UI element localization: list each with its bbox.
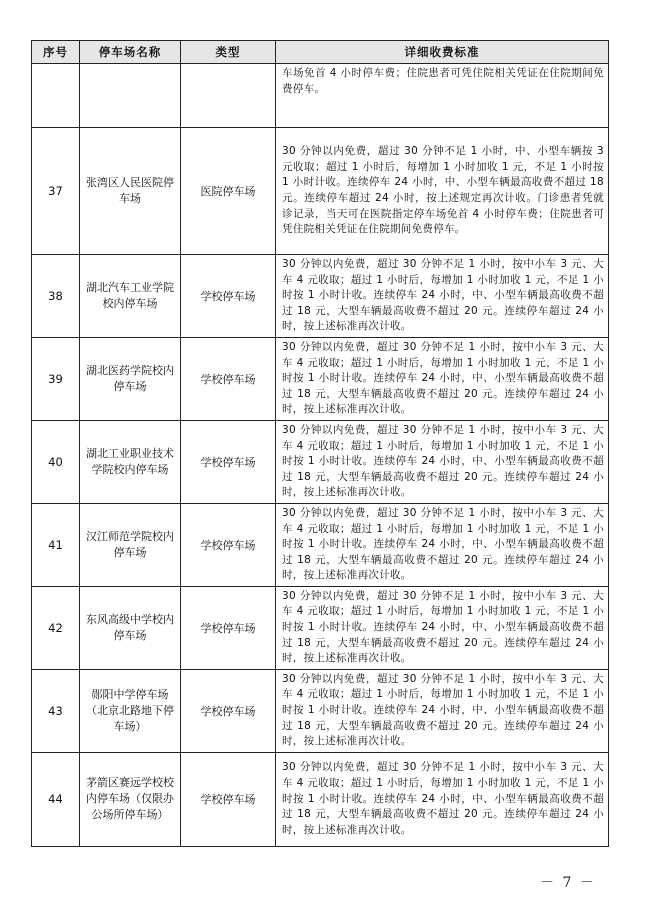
row-type: 学校停车场 — [181, 669, 276, 752]
row-name: 郧阳中学停车场（北京北路地下停车场） — [80, 669, 181, 752]
table-row — [32, 420, 609, 503]
table-row — [32, 255, 609, 338]
table-row — [32, 64, 609, 128]
row-no — [32, 64, 80, 128]
row-type: 学校停车场 — [181, 420, 276, 503]
row-type: 学校停车场 — [181, 503, 276, 586]
table-header-row — [32, 41, 609, 64]
row-name — [80, 64, 181, 128]
row-type: 学校停车场 — [181, 255, 276, 338]
table-row — [32, 503, 609, 586]
parking-fee-table — [31, 40, 609, 847]
header-type: 类型 — [181, 41, 276, 64]
row-type — [181, 64, 276, 128]
row-detail: 30 分钟以内免费，超过 30 分钟不足 1 小时，按中小车 3 元、大车 4 元收取；超过 1 小时后，每增加 1 小时加收 1 元，不足 1 小时按 1 小时计收。连续停车 24 小时，中、小型车辆最高收费不超过 18 元，大型车辆最高收费不超过 20 元。连续停车超过 24 小时，按上述标准再次计收。 — [276, 337, 609, 420]
row-no: 38 — [32, 255, 80, 338]
row-detail: 30 分钟以内免费，超过 30 分钟不足 1 小时，中、小型车辆按 3 元收取；超过 1 小时后，每增加 1 小时加收 1 元，不足 1 小时按 1 小时计收。连续停车 24 小时，中、小型车辆最高收费不超过 18 元。连续停车超过 24 小时，按上述规定再次计收。门诊患者凭就诊记录，当天可在医院指定停车场免首 4 小时停车费；住院患者可凭住院相关凭证在住院期间免费停车。 — [276, 128, 609, 255]
row-name: 汉江师范学院校内停车场 — [80, 503, 181, 586]
table-row — [32, 128, 609, 255]
header-detail: 详细收费标准 — [276, 41, 609, 64]
row-type: 学校停车场 — [181, 586, 276, 669]
row-name: 湖北工业职业技术学院校内停车场 — [80, 420, 181, 503]
header-no: 序号 — [32, 41, 80, 64]
row-name: 湖北医药学院校内停车场 — [80, 337, 181, 420]
table-row — [32, 586, 609, 669]
row-name: 湖北汽车工业学院校内停车场 — [80, 255, 181, 338]
row-name: 东风高级中学校内停车场 — [80, 586, 181, 669]
row-type: 医院停车场 — [181, 128, 276, 255]
page-number: － 7 － — [540, 875, 596, 891]
row-no: 41 — [32, 503, 80, 586]
row-no: 40 — [32, 420, 80, 503]
row-no: 44 — [32, 752, 80, 846]
row-no: 39 — [32, 337, 80, 420]
row-name: 茅箭区赛远学校校内停车场（仅限办公场所停车场） — [80, 752, 181, 846]
row-detail: 30 分钟以内免费，超过 30 分钟不足 1 小时，按中小车 3 元、大车 4 元收取；超过 1 小时后，每增加 1 小时加收 1 元，不足 1 小时按 1 小时计收。连续停车 24 小时，中、小型车辆最高收费不超过 18 元，大型车辆最高收费不超过 20 元。连续停车超过 24 小时，按上述标准再次计收。 — [276, 503, 609, 586]
row-name: 张湾区人民医院停车场 — [80, 128, 181, 255]
table-row — [32, 337, 609, 420]
row-type: 学校停车场 — [181, 337, 276, 420]
table-row — [32, 752, 609, 846]
row-no: 42 — [32, 586, 80, 669]
row-detail: 车场免首 4 小时停车费；住院患者可凭住院相关凭证在住院期间免费停车。 — [276, 64, 609, 128]
row-detail: 30 分钟以内免费，超过 30 分钟不足 1 小时，按中小车 3 元、大车 4 元收取；超过 1 小时后，每增加 1 小时加收 1 元，不足 1 小时按 1 小时计收。连续停车 24 小时，中、小型车辆最高收费不超过 18 元，大型车辆最高收费不超过 20 元。连续停车超过 24 小时，按上述标准再次计收。 — [276, 752, 609, 846]
row-detail: 30 分钟以内免费，超过 30 分钟不足 1 小时，按中小车 3 元、大车 4 元收取；超过 1 小时后，每增加 1 小时加收 1 元，不足 1 小时按 1 小时计收。连续停车 24 小时，中、小型车辆最高收费不超过 18 元，大型车辆最高收费不超过 20 元。连续停车超过 24 小时，按上述标准再次计收。 — [276, 669, 609, 752]
row-no: 43 — [32, 669, 80, 752]
header-name: 停车场名称 — [80, 41, 181, 64]
row-type: 学校停车场 — [181, 752, 276, 846]
row-detail: 30 分钟以内免费，超过 30 分钟不足 1 小时，按中小车 3 元、大车 4 元收取；超过 1 小时后，每增加 1 小时加收 1 元，不足 1 小时按 1 小时计收。连续停车 24 小时，中、小型车辆最高收费不超过 18 元，大型车辆最高收费不超过 20 元。连续停车超过 24 小时，按上述标准再次计收。 — [276, 586, 609, 669]
table-row — [32, 669, 609, 752]
row-detail: 30 分钟以内免费，超过 30 分钟不足 1 小时，按中小车 3 元、大车 4 元收取；超过 1 小时后，每增加 1 小时加收 1 元，不足 1 小时按 1 小时计收。连续停车 24 小时，中、小型车辆最高收费不超过 18 元，大型车辆最高收费不超过 20 元。连续停车超过 24 小时，按上述标准再次计收。 — [276, 420, 609, 503]
row-no: 37 — [32, 128, 80, 255]
row-detail: 30 分钟以内免费，超过 30 分钟不足 1 小时，按中小车 3 元、大车 4 元收取；超过 1 小时后，每增加 1 小时加收 1 元，不足 1 小时按 1 小时计收。连续停车 24 小时，中、小型车辆最高收费不超过 18 元，大型车辆最高收费不超过 20 元。连续停车超过 24 小时，按上述标准再次计收。 — [276, 255, 609, 338]
